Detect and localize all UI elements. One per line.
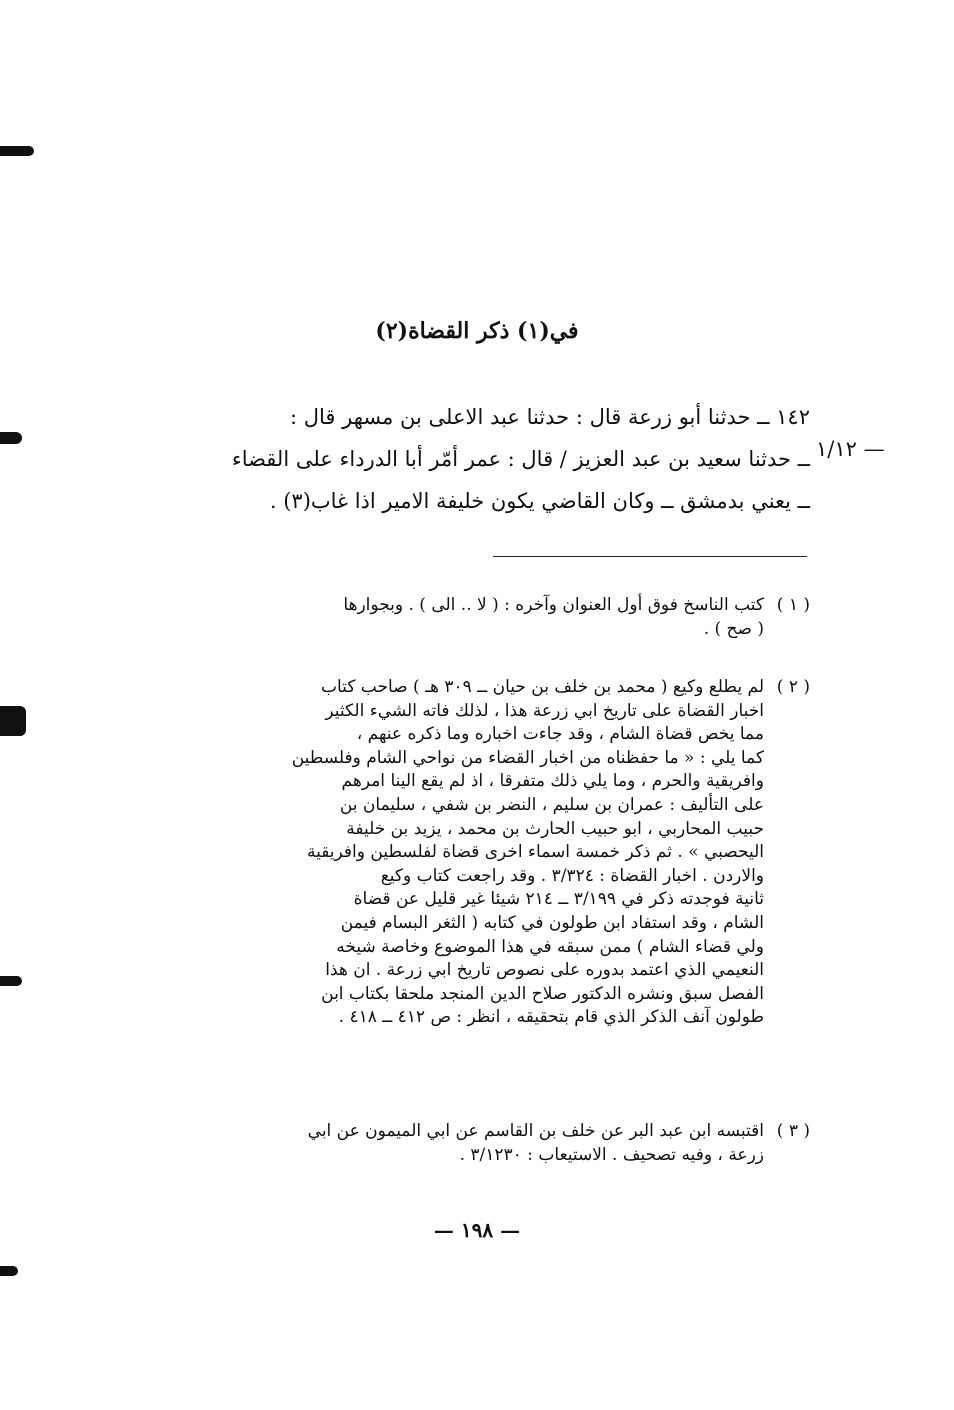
- footnote-line: على التأليف : عمران بن سليم ، النضر بن شفي ، سليمان بن: [339, 794, 764, 815]
- section-heading: في(١) ذكر القضاة(٢): [375, 318, 579, 344]
- footnote-number: ( ٢ ): [776, 677, 810, 697]
- footnote-line: النعيمي الذي اعتمد بدوره على نصوص تاريخ ابي زرعة . ان هذا: [325, 960, 764, 981]
- scan-mark: [0, 146, 34, 156]
- footnote-3: [160, 1120, 810, 1167]
- footnote-number: ( ٣ ): [776, 1121, 810, 1141]
- page-number: — ١٩٨ —: [433, 1218, 521, 1242]
- footnote-line: حبيب المحاربي ، ابو حبيب الحارث بن محمد ، يزيد بن خليفة: [346, 818, 764, 839]
- footnote-line: اليحصبي » . ثم ذكر خمسة اسماء اخرى قضاة لفلسطين وافريقية: [306, 842, 764, 863]
- footnote-text: [160, 1120, 764, 1167]
- footnote-line: ولي قضاء الشام ) ممن سبقه في هذا الموضوع وخاصة شيخه: [336, 936, 764, 957]
- footnote-line: والاردن . اخبار القضاة : ٣/٣٢٤ . وقد راجعت كتاب وكيع: [380, 865, 764, 886]
- footnote-line: اقتبسه ابن عبد البر عن خلف بن القاسم عن ابي الميمون عن ابي: [307, 1121, 764, 1141]
- scan-mark: [0, 432, 22, 444]
- scan-mark: [0, 1266, 18, 1276]
- text-line: ــ حدثنا سعيد بن عبد العزيز / قال : عمر أمّر أبا الدرداء على القضاء: [231, 447, 810, 471]
- margin-folio-reference: ١/١٢ —: [816, 437, 885, 461]
- footnote-line: اخبار القضاة على تاريخ ابي زرعة هذا ، لذلك فاته الشيء الكثير: [325, 700, 764, 721]
- footnote-text: [160, 676, 764, 1030]
- footnote-number: ( ١ ): [776, 595, 810, 615]
- footnote-line: كما يلي : « ما حفظناه من اخبار القضاء من نواحي الشام وفلسطين: [291, 747, 764, 768]
- footnote-line: كتب الناسخ فوق أول العنوان وآخره : ( لا .. الى ) . وبجوارها: [343, 595, 764, 615]
- footnote-line: الشام ، وقد استفاد ابن طولون في كتابه ( الثغر البسام فيمن: [340, 912, 764, 933]
- footnote-line: طولون آنف الذكر الذي قام بتحقيقه ، انظر : ص ٤١٢ ــ ٤١٨ .: [338, 1007, 764, 1028]
- footnote-text: [160, 594, 764, 641]
- scan-mark: [0, 976, 22, 986]
- main-text: [150, 396, 810, 522]
- footnote-line: ( صح ) .: [703, 618, 764, 639]
- text-line: ١٤٢ ــ حدثنا أبو زرعة قال : حدثنا عبد الاعلى بن مسهر قال :: [289, 405, 810, 429]
- footnote-line: الفصل سبق ونشره الدكتور صلاح الدين المنجد ملحقا بكتاب ابن: [321, 983, 764, 1004]
- footnote-line: وافريقية والحرم ، وما يلي ذلك متفرقا ، اذ لم يقع الينا امرهم: [341, 771, 764, 792]
- footnote-line: لم يطلع وكيع ( محمد بن خلف بن حيان ــ ٣٠٩ هـ ) صاحب كتاب: [321, 677, 764, 697]
- footnote-line: ثانية فوجدته ذكر في ٣/١٩٩ ــ ٢١٤ شيئا غير قليل عن قضاة: [353, 889, 764, 910]
- scan-mark: [0, 706, 26, 736]
- footnote-2: [160, 676, 810, 1030]
- footnote-line: زرعة ، وفيه تصحيف . الاستيعاب : ٣/١٢٣٠ .: [459, 1144, 764, 1165]
- footnote-1: [160, 594, 810, 641]
- footnote-separator: [493, 556, 807, 557]
- text-line: ــ يعني بدمشق ــ وكان القاضي يكون خليفة الامير اذا غاب(٣) .: [269, 489, 810, 513]
- footnote-line: مما يخص قضاة الشام ، وقد جاءت اخباره وما ذكره عنهم ،: [356, 724, 764, 745]
